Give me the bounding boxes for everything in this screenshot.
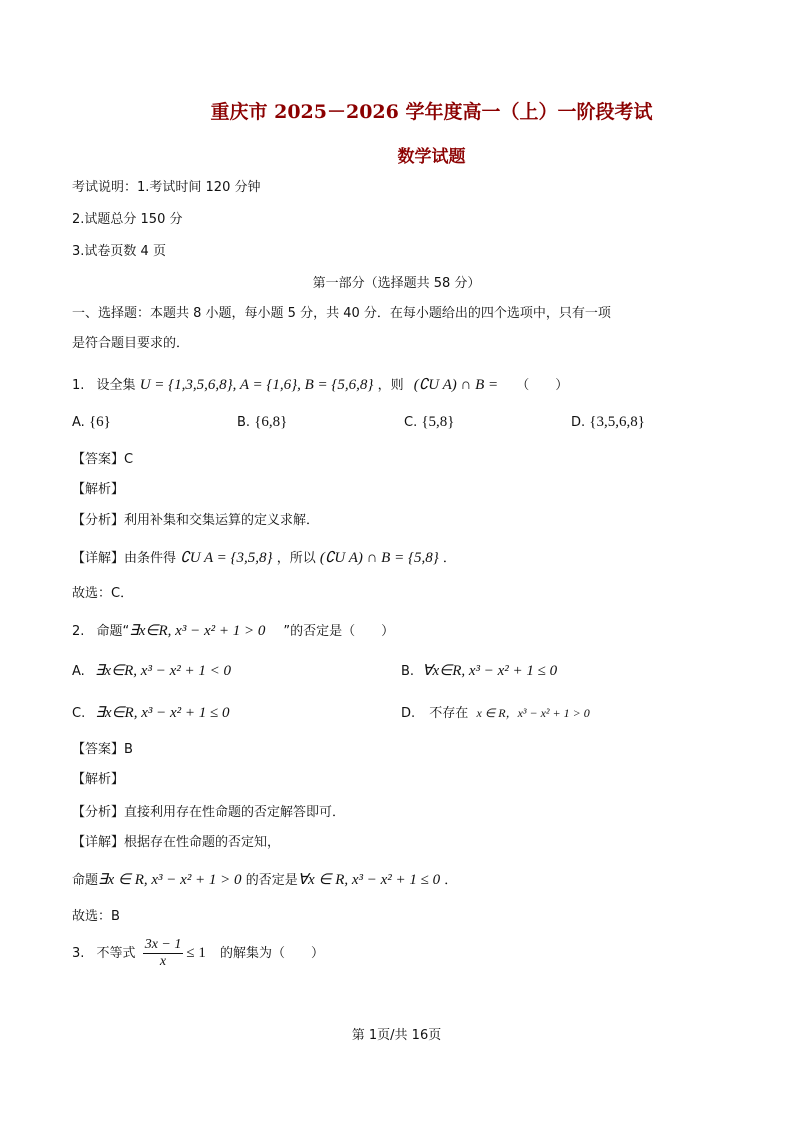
q2-analysis-tag: 【解析】 — [72, 772, 125, 787]
section-intro-line1: 一、选择题：本题共 8 小题，每小题 5 分，共 40 分．在每小题给出的四个选项中，只有一项 — [72, 306, 611, 321]
instruction-pages: 3.试卷页数 4 页 — [72, 244, 166, 259]
detail-end: ． — [442, 551, 456, 566]
option-label: A. — [72, 664, 85, 679]
option-value: {6,8} — [254, 414, 288, 430]
question-prefix: 命题“ — [96, 624, 130, 639]
q1-analysis-tag: 【解析】 — [72, 482, 125, 497]
q1-choose: 故选：C． — [72, 586, 134, 601]
answer-paren: （ ） — [516, 378, 569, 393]
option-label: C. — [72, 706, 86, 721]
line-end: ． — [444, 873, 458, 888]
detail-prefix: 由条件得 — [124, 551, 177, 566]
page-footer: 第 1页/共 16页 — [351, 1028, 442, 1043]
detail-math2: (∁U A) ∩ B = {5,8} — [319, 550, 439, 566]
part-title: 第一部分（选择题共 58 分） — [312, 276, 481, 291]
line-mid: 的否定是 — [245, 873, 298, 888]
q1-detail — [72, 549, 456, 568]
exam-subtitle: 数学试题 — [397, 147, 466, 167]
option-value: {5,8} — [421, 414, 455, 430]
fenxi-text: 直接利用存在性命题的否定解答即可． — [124, 805, 346, 820]
q2-answer — [72, 741, 133, 759]
line-math1: ∃x ∈ R, x³ − x² + 1 > 0 — [98, 872, 242, 888]
answer-value: C — [124, 452, 134, 467]
q2-option-d[interactable] — [401, 704, 590, 723]
question-suffix: ”的否定是（ ） — [283, 624, 395, 639]
q1-option-d[interactable] — [571, 413, 645, 432]
question-prefix: 设全集 — [96, 378, 136, 393]
instruction-time: 考试说明：1.考试时间 120 分钟 — [72, 180, 261, 195]
q1-option-a[interactable] — [72, 413, 111, 432]
question-expr: (∁U A) ∩ B = — [413, 377, 499, 393]
q2-negation-line — [72, 871, 457, 890]
fenxi-tag: 【分析】 — [72, 513, 125, 528]
question-number: 1. — [72, 378, 85, 393]
option-value: ∃x∈R, x³ − x² + 1 < 0 — [94, 663, 231, 679]
option-value: ∀x∈R, x³ − x² + 1 ≤ 0 — [422, 663, 558, 679]
question-prefix: 不等式 — [96, 946, 136, 961]
fraction-numerator: 3x − 1 — [144, 937, 182, 952]
fraction — [143, 937, 184, 970]
detail-text: 根据存在性命题的否定知， — [124, 835, 281, 850]
instruction-score: 2.试题总分 150 分 — [72, 212, 183, 227]
answer-tag: 【答案】 — [72, 742, 125, 757]
line-prefix: 命题 — [72, 873, 99, 888]
option-prefix: 不存在 — [429, 706, 469, 721]
fenxi-tag: 【分析】 — [72, 805, 125, 820]
exam-title: 重庆市 2025－2026 学年度高一（上）一阶段考试 — [210, 101, 653, 123]
detail-tag: 【详解】 — [72, 835, 125, 850]
question-1-stem — [72, 376, 568, 395]
q2-option-c[interactable] — [72, 704, 230, 723]
answer-tag: 【答案】 — [72, 452, 125, 467]
section-intro-line2: 是符合题目要求的． — [72, 336, 190, 351]
q1-option-c[interactable] — [404, 413, 455, 432]
option-label: D. — [401, 706, 416, 721]
q2-option-b[interactable] — [401, 662, 557, 681]
question-3-stem — [72, 935, 324, 972]
fenxi-text: 利用补集和交集运算的定义求解． — [124, 513, 320, 528]
inequality-rhs: ≤ 1 — [186, 945, 206, 961]
option-label: A. — [72, 415, 85, 430]
q1-fenxi — [72, 512, 319, 530]
option-label: D. — [571, 415, 586, 430]
detail-mid: ，所以 — [276, 551, 316, 566]
option-label: B. — [237, 415, 251, 430]
option-value: ∃x∈R, x³ − x² + 1 ≤ 0 — [95, 705, 230, 721]
option-value: {3,5,6,8} — [589, 414, 645, 430]
question-number: 3. — [72, 946, 85, 961]
option-label: B. — [401, 664, 415, 679]
q2-choose: 故选：B — [72, 909, 120, 924]
detail-math1: ∁U A = {3,5,8} — [180, 550, 273, 566]
q1-option-b[interactable] — [237, 413, 287, 432]
line-math2: ∀x ∈ R, x³ − x² + 1 ≤ 0 — [297, 872, 441, 888]
question-mid: ，则 — [377, 378, 404, 393]
question-math: ∃x∈R, x³ − x² + 1 > 0 — [129, 623, 266, 639]
option-value: x ∈ R，x³ − x² + 1 > 0 — [476, 706, 590, 720]
q2-detail — [72, 834, 280, 852]
answer-value: B — [124, 742, 133, 757]
option-value: {6} — [88, 414, 111, 430]
question-number: 2. — [72, 624, 85, 639]
q1-answer — [72, 451, 133, 469]
option-label: C. — [404, 415, 418, 430]
question-math: U = {1,3,5,6,8}, A = {1,6}, B = {5,6,8} — [139, 377, 374, 393]
q2-fenxi — [72, 804, 345, 822]
detail-tag: 【详解】 — [72, 551, 125, 566]
question-suffix: 的解集为（ ） — [220, 946, 325, 961]
q2-option-a[interactable] — [72, 662, 231, 681]
fraction-denominator: x — [159, 954, 167, 969]
question-2-stem — [72, 622, 394, 641]
